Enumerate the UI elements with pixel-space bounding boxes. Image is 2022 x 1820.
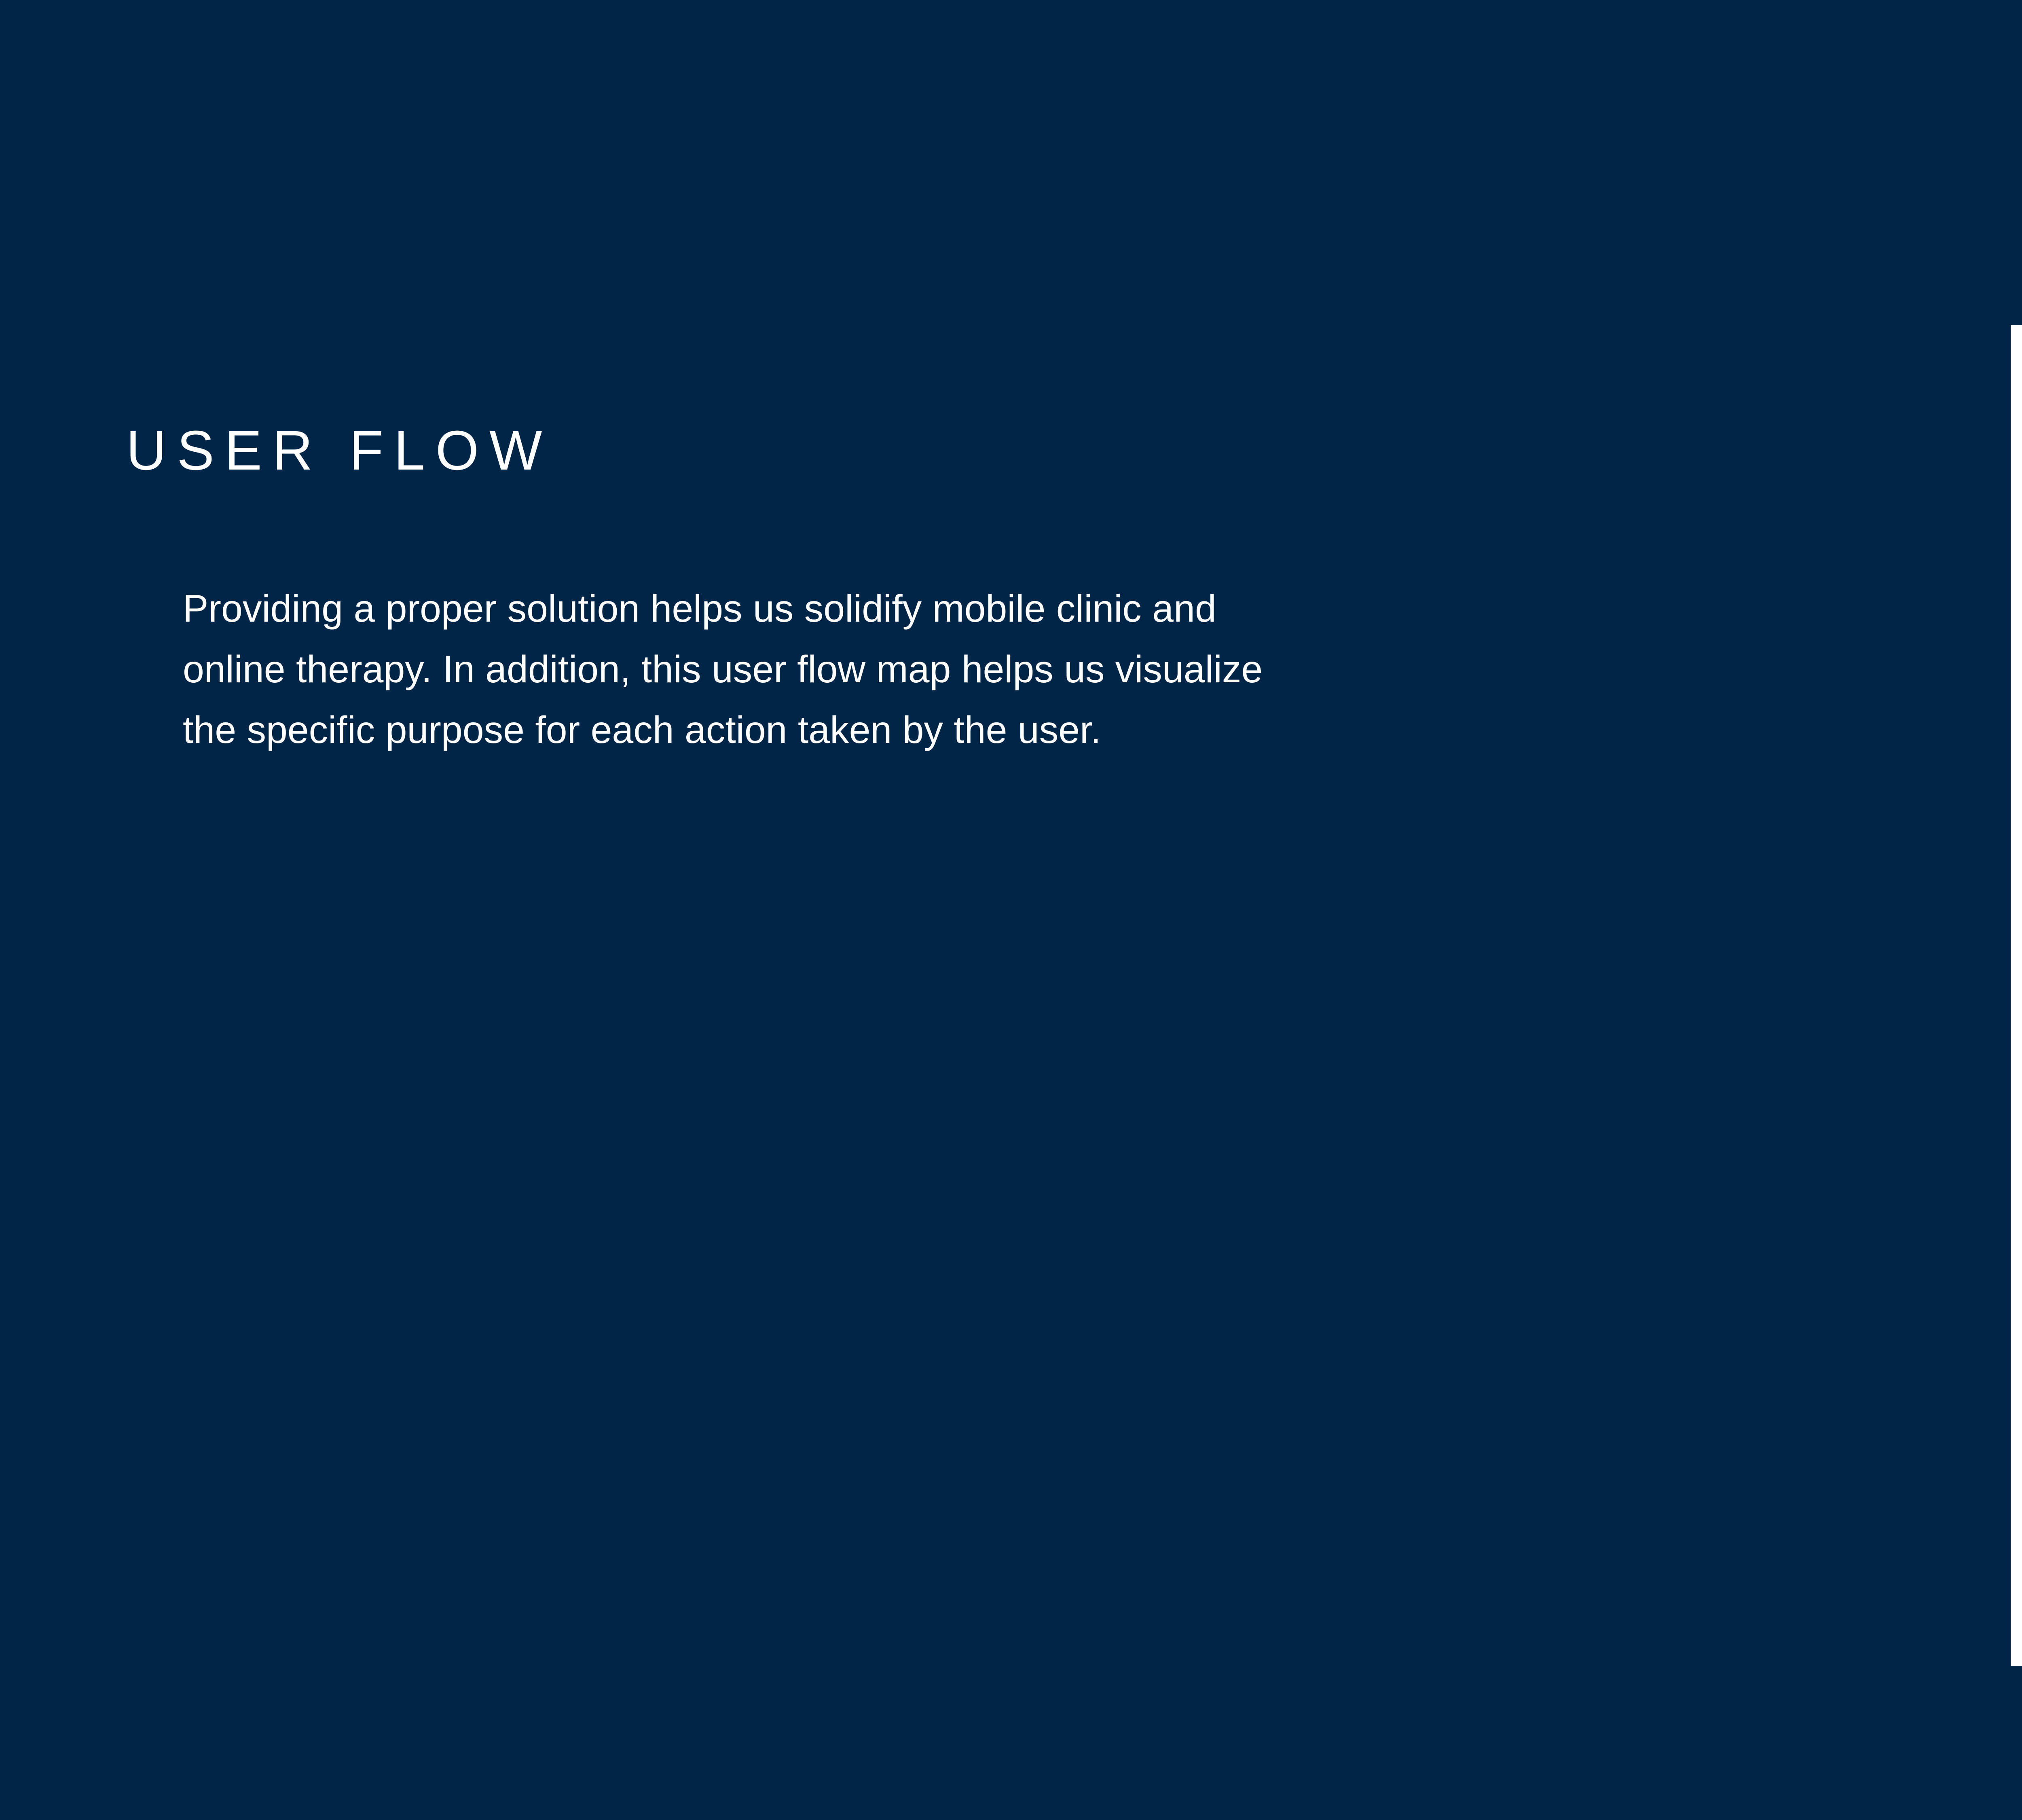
description-line: Providing a proper solution helps us solidify mobile clinic and xyxy=(183,587,1216,630)
description-line: the specific purpose for each action taken by the user. xyxy=(183,709,1101,751)
slide-description xyxy=(183,578,1376,760)
slide-title: USER FLOW xyxy=(126,419,553,482)
user-flow-card xyxy=(2011,325,2022,1666)
user-flow-diagram xyxy=(2011,325,2022,1666)
description-line: online therapy. In addition, this user flow map helps us visualize xyxy=(183,648,1263,691)
